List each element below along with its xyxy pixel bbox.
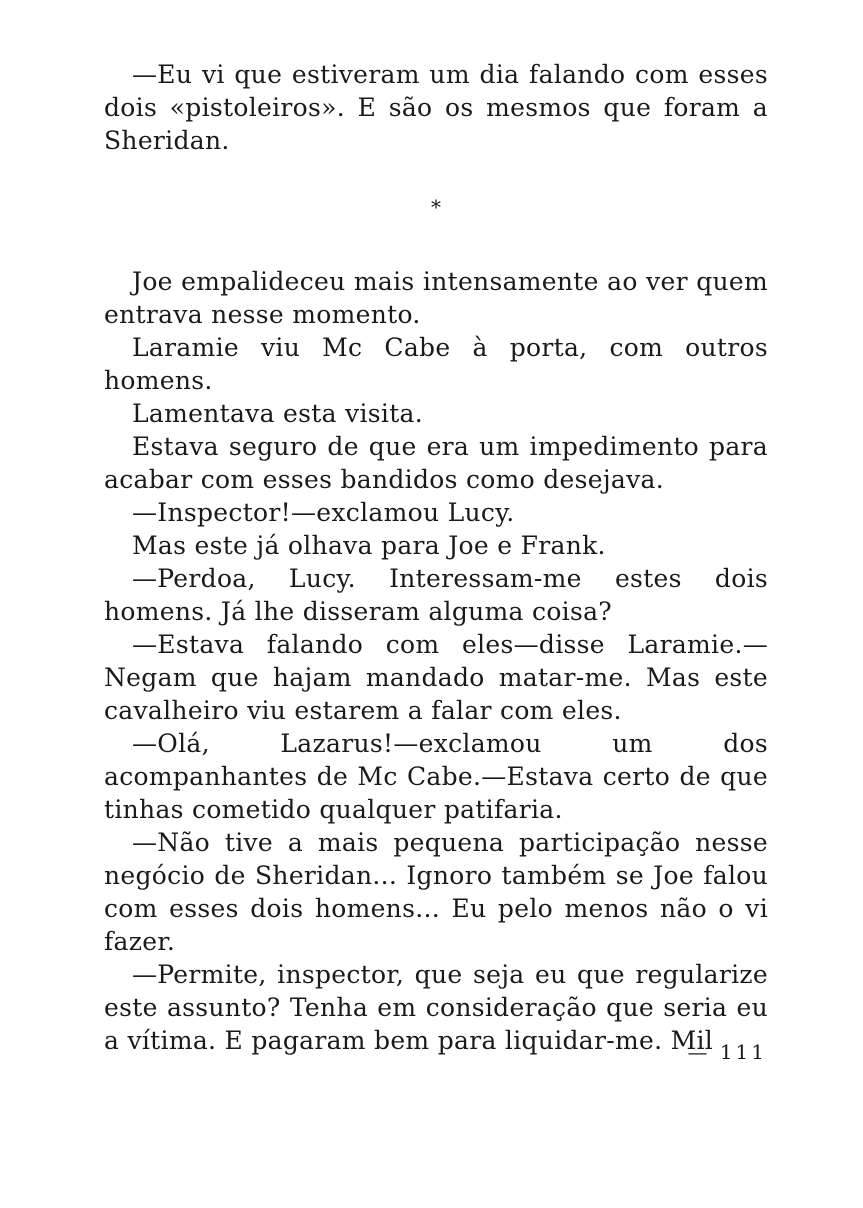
paragraph-1: Joe empalideceu mais intensamente ao ver quem entrava nesse momento. (104, 267, 768, 329)
paragraph-11: —Permite, inspector, que seja eu que regularize este assunto? Tenha em consideração que seria eu a vítima. E pagaram bem para liquidar-me. Mil (104, 960, 768, 1055)
paragraph-2: Laramie viu Mc Cabe à porta, com outros homens. (104, 333, 768, 395)
paragraph-9: —Olá, Lazarus!—exclamou um dos acompanhantes de Mc Cabe.—Estava certo de que tinhas cometido qualquer patifaria. (104, 729, 768, 824)
paragraph-10: —Não tive a mais pequena participação nesse negócio de Sheridan... Ignoro também se Joe falou com esses dois homens... Eu pelo menos não o vi fazer. (104, 828, 768, 956)
paragraph-7: —Perdoa, Lucy. Interessam-me estes dois homens. Já lhe disseram alguma coisa? (104, 564, 768, 626)
paragraph-4: Estava seguro de que era um impedimento para acabar com esses bandidos como desejava. (104, 432, 768, 494)
paragraph-6: Mas este já olhava para Joe e Frank. (132, 531, 606, 560)
paragraph-3: Lamentava esta visita. (132, 399, 423, 428)
book-page (104, 58, 768, 1057)
paragraph-5: —Inspector!—exclamou Lucy. (132, 498, 515, 527)
section-separator: * (431, 195, 441, 219)
paragraph-8: —Estava falando com eles—disse Laramie.— Negam que hajam mandado matar-me. Mas este cavalheiro viu estarem a falar com eles. (104, 630, 768, 725)
page-number: — 111 (687, 1040, 767, 1064)
opening-paragraph: —Eu vi que estiveram um dia falando com esses dois «pistoleiros». E são os mesmos que foram a Sheridan. (104, 60, 768, 155)
